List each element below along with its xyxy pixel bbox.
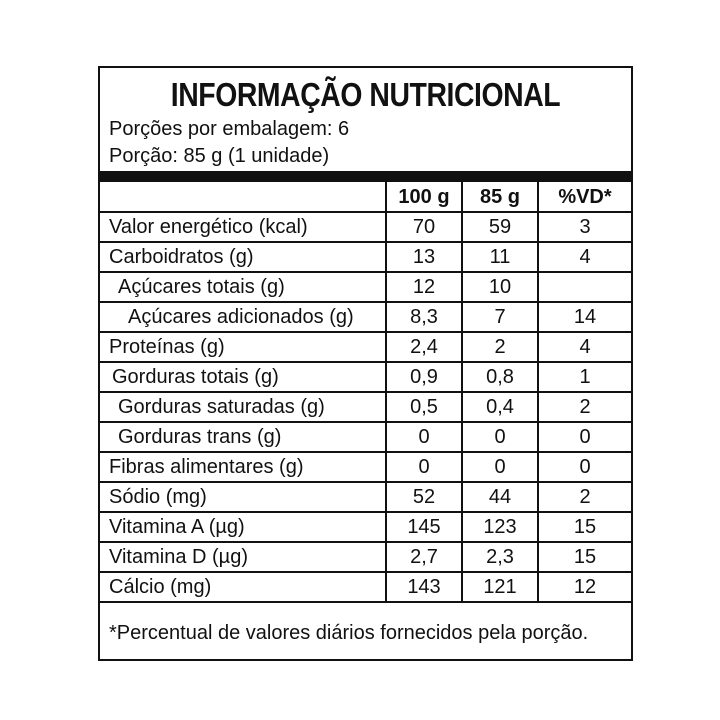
- table-row: [100, 512, 631, 542]
- value-per-100g: 13: [386, 242, 462, 272]
- value-daily-percent: 4: [538, 332, 631, 362]
- value-per-100g: 12: [386, 272, 462, 302]
- value-daily-percent: 0: [538, 452, 631, 482]
- value-daily-percent: 0: [538, 422, 631, 452]
- table-row: [100, 422, 631, 452]
- value-per-serving: 7: [462, 302, 538, 332]
- table-header-row: [100, 182, 631, 212]
- value-per-100g: 52: [386, 482, 462, 512]
- value-per-serving: 11: [462, 242, 538, 272]
- value-per-serving: 0: [462, 422, 538, 452]
- value-daily-percent: 2: [538, 482, 631, 512]
- value-per-100g: 0,9: [386, 362, 462, 392]
- header-per-100g: 100 g: [386, 182, 462, 212]
- value-daily-percent: 15: [538, 512, 631, 542]
- value-per-serving: 0,4: [462, 392, 538, 422]
- table-row: [100, 302, 631, 332]
- value-per-serving: 44: [462, 482, 538, 512]
- servings-per-package: Porções por embalagem: 6: [109, 118, 350, 140]
- value-per-serving: 0: [462, 452, 538, 482]
- table-row: [100, 542, 631, 572]
- value-daily-percent: 4: [538, 242, 631, 272]
- thick-divider: [100, 171, 631, 182]
- table-row: [100, 362, 631, 392]
- value-daily-percent: 3: [538, 212, 631, 242]
- nutrient-name: Gorduras totais (g): [100, 362, 386, 392]
- footnote: *Percentual de valores diários fornecidos pela porção.: [109, 622, 589, 644]
- value-daily-percent: 12: [538, 572, 631, 602]
- value-per-100g: 2,4: [386, 332, 462, 362]
- value-per-serving: 2: [462, 332, 538, 362]
- value-daily-percent: 15: [538, 542, 631, 572]
- value-per-100g: 0: [386, 452, 462, 482]
- serving-size: Porção: 85 g (1 unidade): [109, 145, 330, 167]
- table-row: [100, 332, 631, 362]
- value-per-serving: 0,8: [462, 362, 538, 392]
- value-per-100g: 70: [386, 212, 462, 242]
- nutrient-name: Sódio (mg): [100, 482, 386, 512]
- value-daily-percent: 1: [538, 362, 631, 392]
- value-daily-percent: 2: [538, 392, 631, 422]
- nutrient-name: Valor energético (kcal): [100, 212, 386, 242]
- nutrient-name: Cálcio (mg): [100, 572, 386, 602]
- table-row: [100, 212, 631, 242]
- nutrient-name: Gorduras trans (g): [100, 422, 386, 452]
- nutrient-name: Vitamina A (µg): [100, 512, 386, 542]
- label-title: INFORMAÇÃO NUTRICIONAL: [170, 76, 561, 113]
- value-per-serving: 59: [462, 212, 538, 242]
- value-per-serving: 123: [462, 512, 538, 542]
- value-per-100g: 0: [386, 422, 462, 452]
- nutrient-name: Açúcares totais (g): [100, 272, 386, 302]
- nutrient-name: Fibras alimentares (g): [100, 452, 386, 482]
- header-blank-cell: [100, 182, 386, 212]
- value-daily-percent: [538, 272, 631, 302]
- nutrition-table: [100, 182, 631, 603]
- table-row: [100, 242, 631, 272]
- value-per-100g: 145: [386, 512, 462, 542]
- nutrient-name: Açúcares adicionados (g): [100, 302, 386, 332]
- value-per-100g: 143: [386, 572, 462, 602]
- nutrition-facts-label: [98, 66, 633, 661]
- nutrient-name: Vitamina D (µg): [100, 542, 386, 572]
- value-per-serving: 2,3: [462, 542, 538, 572]
- table-row: [100, 572, 631, 602]
- table-row: [100, 452, 631, 482]
- value-daily-percent: 14: [538, 302, 631, 332]
- nutrient-name: Carboidratos (g): [100, 242, 386, 272]
- nutrient-name: Proteínas (g): [100, 332, 386, 362]
- header-daily-value: %VD*: [538, 182, 631, 212]
- header-per-serving: 85 g: [462, 182, 538, 212]
- value-per-100g: 0,5: [386, 392, 462, 422]
- table-row: [100, 272, 631, 302]
- value-per-serving: 121: [462, 572, 538, 602]
- value-per-serving: 10: [462, 272, 538, 302]
- table-row: [100, 392, 631, 422]
- value-per-100g: 2,7: [386, 542, 462, 572]
- nutrient-name: Gorduras saturadas (g): [100, 392, 386, 422]
- value-per-100g: 8,3: [386, 302, 462, 332]
- table-row: [100, 482, 631, 512]
